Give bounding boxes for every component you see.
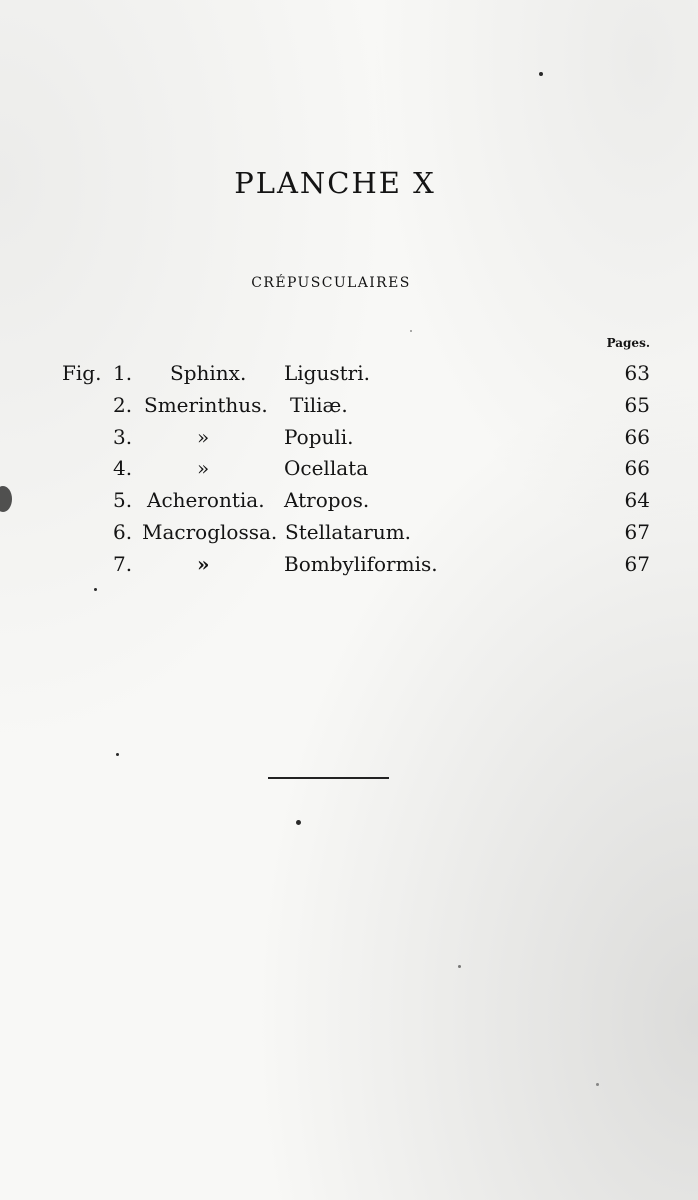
page-number: 63 (624, 361, 650, 385)
genus-name: Macroglossa. (142, 520, 278, 544)
species-name: Ligustri. (284, 361, 370, 385)
species-name: Tiliæ. (290, 393, 348, 417)
ink-speck (458, 965, 461, 968)
figure-entry (0, 358, 698, 388)
figure-number: 1. (113, 361, 133, 385)
figure-entry (0, 390, 698, 420)
ink-speck (596, 1083, 599, 1086)
figure-number: 7. (113, 552, 133, 576)
ditto-mark: » (197, 456, 210, 480)
pages-column-header: Pages. (606, 336, 650, 350)
horizontal-rule (268, 777, 389, 779)
page-number: 67 (624, 520, 650, 544)
ink-speck (410, 330, 412, 332)
fig-label: Fig. (62, 361, 102, 385)
page-number: 64 (624, 488, 650, 512)
species-name: Stellatarum. (285, 520, 412, 544)
species-name: Atropos. (284, 488, 370, 512)
figure-number: 5. (113, 488, 133, 512)
ink-speck (539, 72, 543, 76)
figure-number: 6. (113, 520, 133, 544)
plate-title: PLANCHE X (234, 166, 436, 200)
page-number: 67 (624, 552, 650, 576)
genus-name: Sphinx. (170, 361, 247, 385)
figure-number: 3. (113, 425, 133, 449)
ink-speck (94, 588, 97, 591)
figure-entry (0, 517, 698, 547)
figure-entry (0, 485, 698, 515)
genus-name: Acherontia. (147, 488, 265, 512)
figure-entry (0, 422, 698, 452)
plate-subtitle: CRÉPUSCULAIRES (251, 275, 411, 291)
species-name: Populi. (284, 425, 354, 449)
genus-name: Smerinthus. (144, 393, 268, 417)
page-number: 65 (624, 393, 650, 417)
figure-entry (0, 453, 698, 483)
ditto-mark: » (197, 425, 210, 449)
figure-number: 2. (113, 393, 133, 417)
page-number: 66 (624, 456, 650, 480)
figure-number: 4. (113, 456, 133, 480)
ink-speck (296, 820, 301, 825)
species-name: Bombyliformis. (284, 552, 438, 576)
ditto-mark: » (197, 552, 210, 576)
page-number: 66 (624, 425, 650, 449)
ink-speck (116, 753, 119, 756)
figure-entry (0, 549, 698, 579)
species-name: Ocellata (284, 456, 369, 480)
